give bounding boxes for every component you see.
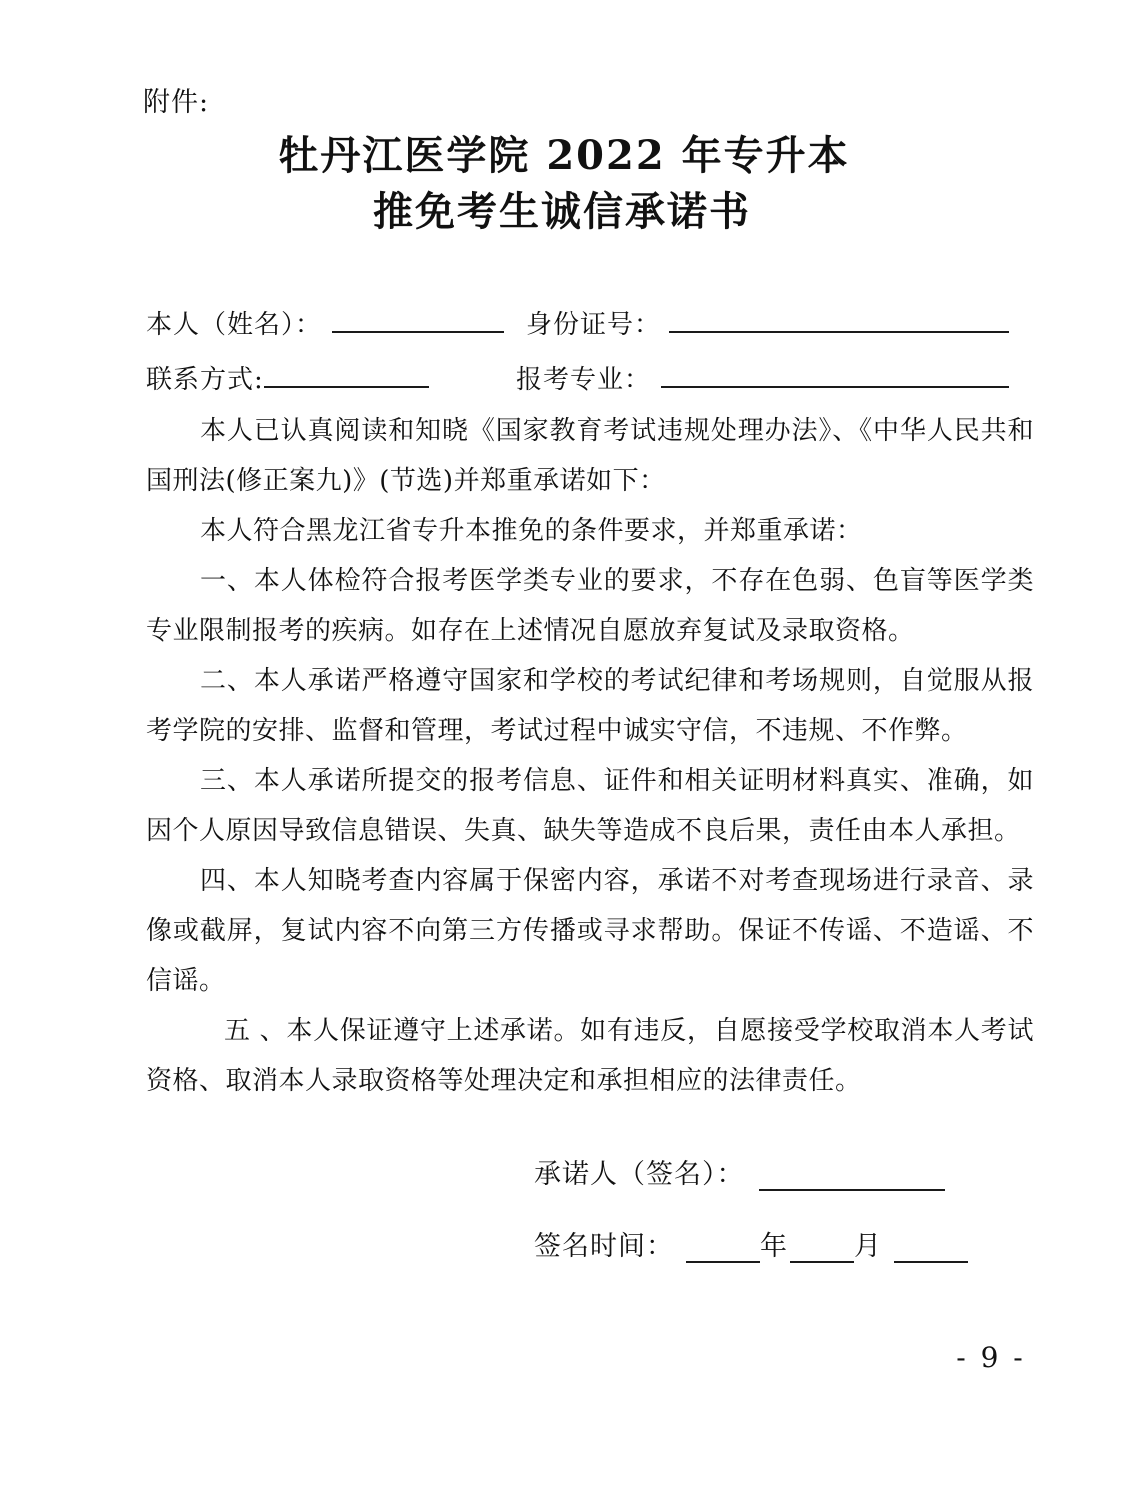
title-line-1: 牡丹江医学院 2022 年专升本 xyxy=(278,132,850,179)
signer-field[interactable] xyxy=(534,1152,1054,1224)
attachment-label: 附件: xyxy=(143,87,210,118)
signature-date-field xyxy=(534,1224,1054,1296)
paragraph-item-3: 三、本人承诺所提交的报考信息、证件和相关证明材料真实、准确，如因个人原因导致信息错误、失真、缺失等造成不良后果，责任由本人承担。 xyxy=(146,766,1034,846)
id-number-field-input[interactable] xyxy=(669,305,1009,333)
id-number-field[interactable] xyxy=(526,304,1009,341)
commitment-body xyxy=(146,406,1034,1106)
page-title xyxy=(0,128,1148,240)
paragraph-item-1: 一、本人体检符合报考医学类专业的要求，不存在色弱、色盲等医学类专业限制报考的疾病。如存在上述情况自愿放弃复试及录取资格。 xyxy=(146,566,1034,646)
month-unit-label: 月 xyxy=(854,1231,882,1262)
contact-field-label: 联系方式: xyxy=(146,365,264,395)
contact-field[interactable] xyxy=(146,359,429,396)
major-field[interactable] xyxy=(516,359,1009,396)
year-unit-label: 年 xyxy=(760,1231,788,1262)
contact-field-input[interactable] xyxy=(264,360,429,388)
major-field-input[interactable] xyxy=(661,360,1009,388)
form-row-identity xyxy=(146,300,1036,355)
name-field-label: 本人（姓名）： xyxy=(146,310,323,340)
signature-day-input[interactable] xyxy=(894,1233,968,1263)
title-line-2: 推免考生诚信承诺书 xyxy=(373,188,751,235)
signature-date-label: 签名时间： xyxy=(534,1231,674,1262)
paragraph-item-5: 五 、本人保证遵守上述承诺。如有违反，自愿接受学校取消本人考试资格、取消本人录取资格等处理决定和承担相应的法律责任。 xyxy=(146,1016,1034,1096)
paragraph-item-4: 四、本人知晓考查内容属于保密内容，承诺不对考查现场进行录音、录像或截屏，复试内容不向第三方传播或寻求帮助。保证不传谣、不造谣、不信谣。 xyxy=(146,866,1034,996)
signer-field-label: 承诺人（签名）： xyxy=(534,1159,745,1190)
signer-field-input[interactable] xyxy=(759,1161,945,1191)
major-field-label: 报考专业： xyxy=(516,365,652,395)
page-number: - 9 - xyxy=(956,1341,1026,1374)
name-field[interactable] xyxy=(146,304,504,341)
paragraph-intro-1: 本人已认真阅读和知晓《国家教育考试违规处理办法》、《中华人民共和国刑法(修正案九)》(节选)并郑重承诺如下： xyxy=(146,416,1034,496)
name-field-input[interactable] xyxy=(332,305,504,333)
applicant-form xyxy=(146,300,1036,410)
signature-block xyxy=(534,1152,1054,1296)
form-row-contact xyxy=(146,355,1036,410)
id-number-field-label: 身份证号： xyxy=(526,310,662,340)
paragraph-item-2: 二、本人承诺严格遵守国家和学校的考试纪律和考场规则，自觉服从报考学院的安排、监督和管理，考试过程中诚实守信，不违规、不作弊。 xyxy=(146,666,1034,746)
paragraph-intro-2: 本人符合黑龙江省专升本推免的条件要求，并郑重承诺： xyxy=(200,516,863,546)
signature-month-input[interactable] xyxy=(790,1233,854,1263)
signature-year-input[interactable] xyxy=(686,1233,760,1263)
